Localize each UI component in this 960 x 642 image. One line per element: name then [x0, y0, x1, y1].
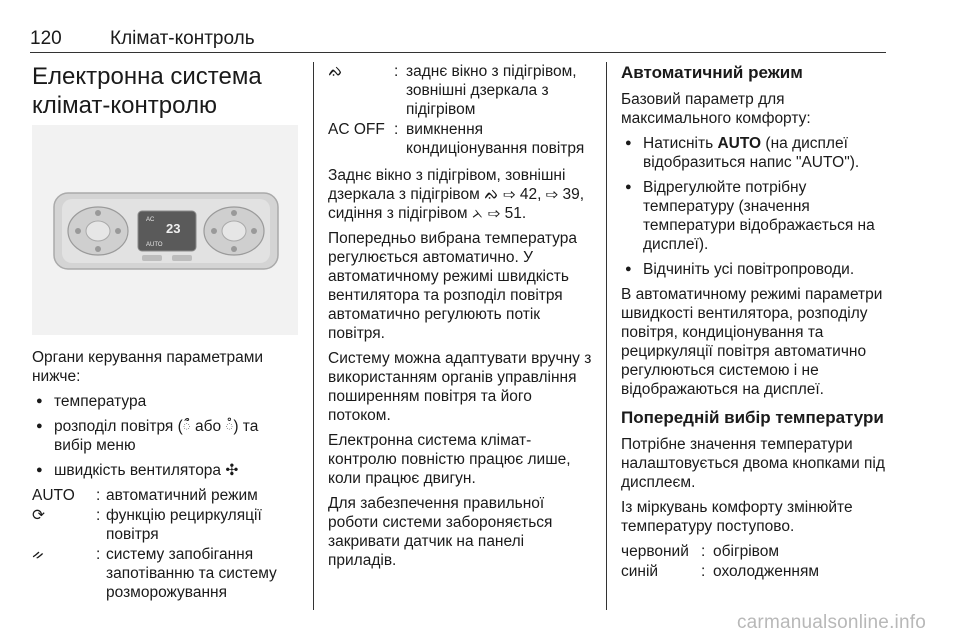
def-term-ac-off: AC OFF: [328, 121, 385, 138]
preset-title: Попередній вибір температури: [621, 408, 884, 427]
list-item: ● Відрегулюйте потрібну температуру (значення температури відображається на дисплеї).: [621, 178, 889, 254]
display-temperature: 23: [166, 221, 181, 236]
def-desc: функцію рециркуляції повітря: [106, 507, 262, 543]
button-definitions: AUTO : автоматичний режим ⟳ : функцію рециркуляції повітря ᨀ : систему запобігання запотіванню та систему розморожування: [32, 486, 300, 602]
section-title: [32, 62, 300, 120]
def-term-red: червоний: [621, 543, 689, 560]
auto-steps: [621, 134, 889, 279]
display-auto-label: AUTO: [146, 242, 163, 248]
preset-paragraph-2: Із міркувань комфорту змінюйте температуру поступово.: [621, 499, 853, 535]
list-item: ● розподіл повітря (ᰰ або ᰱ) та вибір меню: [32, 417, 300, 455]
auto-mode-title: Автоматичний режим: [621, 63, 803, 82]
list-item: ● температура: [32, 392, 300, 411]
column-2: [328, 62, 592, 576]
def-term-blue: синій: [621, 563, 659, 580]
def-desc: охолодженням: [713, 563, 820, 580]
chapter-title: Клімат-контроль: [110, 28, 255, 49]
controls-intro: Органи керування параметрами нижче:: [32, 349, 264, 385]
section-title-line-2: клімат-контролю: [32, 92, 217, 119]
header-divider: [30, 52, 886, 53]
def-desc: обігрівом: [713, 543, 779, 560]
auto-intro: Базовий параметр для максимального комфорту:: [621, 91, 811, 127]
paragraph-sensor: Для забезпечення правильної роботи системи забороняється закривати датчик на панелі приладів.: [328, 495, 553, 569]
paragraph-engine: Електронна система клімат-контролю повністю працює лише, коли працює двигун.: [328, 432, 571, 487]
column-3: [621, 62, 889, 581]
controls-list: [32, 392, 300, 480]
page-number: 120: [30, 28, 62, 49]
column-1: [32, 62, 300, 120]
section-title-line-1: Електронна система: [32, 63, 262, 90]
recirculation-icon: ⟳: [32, 507, 45, 524]
preset-paragraph-1: Потрібне значення температури налаштовується двома кнопками під дисплеєм.: [621, 436, 885, 491]
def-term-auto: AUTO: [32, 487, 75, 504]
paragraph-manual: Систему можна адаптувати вручну з використанням органів управління поширенням повітря та його потоком.: [328, 350, 592, 424]
list-item: ● Натисніть AUTO (на дисплеї відобразиться напис "AUTO").: [621, 134, 889, 172]
defrost-icon: ᨀ: [32, 546, 45, 563]
column-divider-1: [313, 62, 314, 610]
auto-paragraph: В автоматичному режимі параметри швидкості вентилятора, розподілу повітря, кондиціонування та рециркуляції повітря автоматично регулюються системою і не відображаються на дисплеї.: [621, 286, 883, 398]
color-definitions: червоний : обігрівом синій : охолодженням: [621, 542, 889, 581]
watermark: carmanualsonline.info: [736, 612, 926, 633]
list-item: ● Відчиніть усі повітропроводи.: [621, 260, 889, 279]
def-desc: автоматичний режим: [106, 487, 258, 504]
paragraph-preset: Попередньо вибрана температура регулюється автоматично. У автоматичному режимі швидкість вентилятора та розподіл повітря автоматично регулюють потік повітря.: [328, 230, 577, 342]
rear-window-heat-icon: ᨁ: [328, 63, 343, 80]
def-desc: вимкнення кондиціонування повітря: [406, 121, 585, 157]
column-1-body: [32, 348, 300, 602]
def-desc: заднє вікно з підігрівом, зовнішні дзеркала з підігрівом: [406, 63, 577, 118]
display-ac-label: AC: [146, 217, 155, 223]
paragraph-heated: Заднє вікно з підігрівом, зовнішні дзеркала з підігрівом ᨁ ⇨ 42, ⇨ 39, сидіння з підігрівом ᨂ ⇨ 51.: [328, 167, 584, 222]
climate-panel-illustration: [32, 125, 298, 335]
def-desc: систему запобігання запотіванню та систему розморожування: [106, 546, 277, 601]
list-item: ● швидкість вентилятора ✣: [32, 461, 300, 480]
button-definitions-2: ᨁ : заднє вікно з підігрівом, зовнішні дзеркала з підігрівом AC OFF : вимкнення кондиціонування повітря: [328, 62, 592, 158]
page-header: [30, 28, 886, 54]
climate-panel-figure: [32, 125, 298, 335]
column-divider-2: [606, 62, 607, 610]
